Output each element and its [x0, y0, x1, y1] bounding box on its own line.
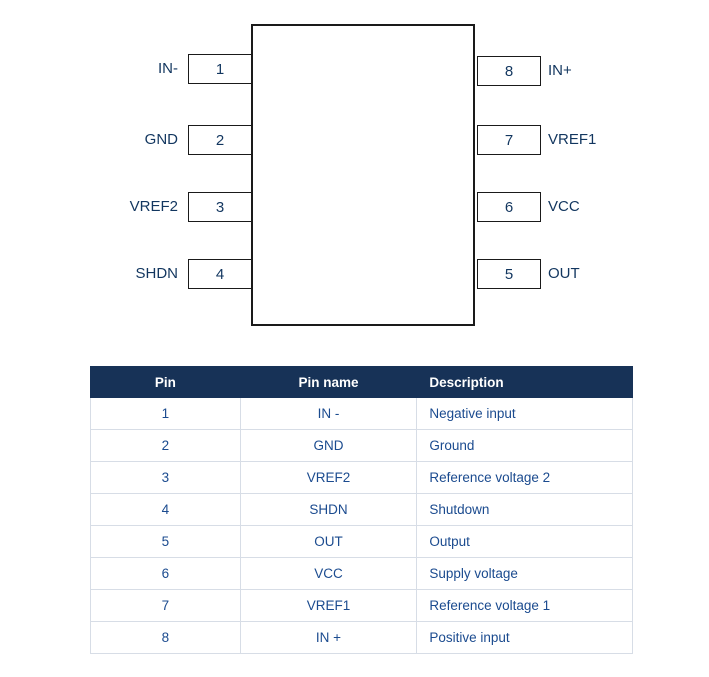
pin-label-left-2: GND — [144, 131, 178, 148]
cell-pin-name: SHDN — [240, 494, 417, 526]
pin-label-right-7: VREF1 — [548, 131, 597, 148]
cell-description: Output — [417, 526, 633, 558]
pin-box-5: 5 — [477, 259, 541, 289]
cell-pin: 8 — [91, 622, 241, 654]
pin-label-left-1: IN- — [158, 60, 178, 77]
cell-description: Negative input — [417, 398, 633, 430]
table-row — [91, 494, 633, 526]
pin-label-right-8: IN+ — [548, 62, 572, 79]
cell-pin: 5 — [91, 526, 241, 558]
table-row — [91, 526, 633, 558]
cell-description: Supply voltage — [417, 558, 633, 590]
cell-pin-name: IN - — [240, 398, 417, 430]
table-row — [91, 622, 633, 654]
table-row — [91, 430, 633, 462]
table-row — [91, 398, 633, 430]
cell-pin-name: IN + — [240, 622, 417, 654]
pin-box-7: 7 — [477, 125, 541, 155]
cell-pin-name: OUT — [240, 526, 417, 558]
pin-box-8: 8 — [477, 56, 541, 86]
pin-label-right-5: OUT — [548, 265, 580, 282]
pin-label-right-6: VCC — [548, 198, 580, 215]
table-row — [91, 462, 633, 494]
cell-pin-name: VREF1 — [240, 590, 417, 622]
chip-package-body — [251, 24, 475, 326]
pin-description-table-wrapper — [90, 366, 633, 654]
pin-box-4: 4 — [188, 259, 252, 289]
column-header-pin: Pin — [91, 367, 241, 398]
cell-pin-name: VREF2 — [240, 462, 417, 494]
cell-pin: 3 — [91, 462, 241, 494]
cell-pin: 2 — [91, 430, 241, 462]
pin-box-2: 2 — [188, 125, 252, 155]
cell-description: Reference voltage 2 — [417, 462, 633, 494]
cell-pin: 6 — [91, 558, 241, 590]
cell-pin: 4 — [91, 494, 241, 526]
pin-label-left-3: VREF2 — [129, 198, 178, 215]
cell-pin-name: GND — [240, 430, 417, 462]
cell-pin: 7 — [91, 590, 241, 622]
pin-box-6: 6 — [477, 192, 541, 222]
table-row — [91, 590, 633, 622]
table-header-row — [91, 367, 633, 398]
pin-label-left-4: SHDN — [135, 265, 178, 282]
table-row — [91, 558, 633, 590]
pin-box-1: 1 — [188, 54, 252, 84]
cell-description: Ground — [417, 430, 633, 462]
cell-pin: 1 — [91, 398, 241, 430]
cell-description: Reference voltage 1 — [417, 590, 633, 622]
cell-description: Shutdown — [417, 494, 633, 526]
pin-description-table — [90, 366, 633, 654]
cell-pin-name: VCC — [240, 558, 417, 590]
column-header-pin-name: Pin name — [240, 367, 417, 398]
cell-description: Positive input — [417, 622, 633, 654]
pin-box-3: 3 — [188, 192, 252, 222]
column-header-description: Description — [417, 367, 633, 398]
